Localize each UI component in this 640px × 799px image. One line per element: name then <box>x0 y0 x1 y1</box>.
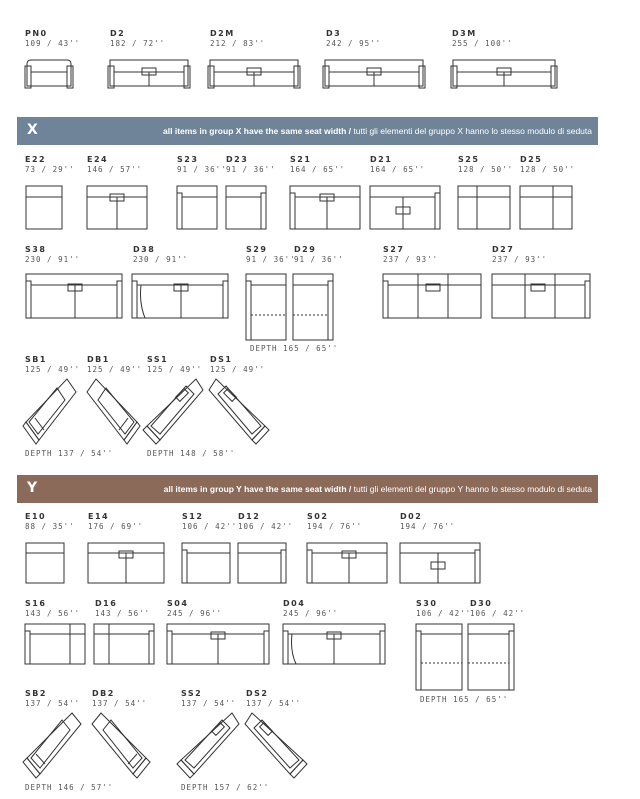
model-dimension: 176 / 69'' <box>88 522 144 531</box>
model-dimension: 137 / 54'' <box>246 699 302 708</box>
sofa-drawing-pn0 <box>25 58 73 90</box>
model-code: DB1 <box>87 355 110 364</box>
model-label-ss2 <box>181 689 236 709</box>
model-label-s27 <box>383 245 438 265</box>
model-label-sb2 <box>25 689 80 709</box>
group-y-banner <box>17 475 598 503</box>
model-code: S04 <box>167 599 189 608</box>
group-y-description-rest: tutti gli elementi del gruppo Y hanno lo stesso modulo di seduta <box>351 484 592 494</box>
model-code: SS2 <box>181 689 203 698</box>
model-code: D12 <box>238 512 261 521</box>
group-y-description <box>164 484 592 494</box>
depth-note: DEPTH 165 / 65'' <box>250 344 339 353</box>
model-dimension: 91 / 36'' <box>177 165 227 174</box>
sofa-drawing-sb2 <box>26 712 82 778</box>
model-code: SB2 <box>25 689 47 698</box>
model-code: S25 <box>458 155 480 164</box>
model-label-s21 <box>290 155 345 175</box>
model-dimension: 109 / 43'' <box>25 39 81 48</box>
model-dimension: 245 / 96'' <box>283 609 339 618</box>
model-label-s25 <box>458 155 513 175</box>
model-dimension: 106 / 42'' <box>470 609 526 618</box>
model-dimension: 125 / 49'' <box>210 365 266 374</box>
model-code: S16 <box>25 599 47 608</box>
model-dimension: 106 / 42'' <box>238 522 294 531</box>
model-code: S30 <box>416 599 438 608</box>
model-dimension: 143 / 56'' <box>95 609 151 618</box>
model-dimension: 73 / 29'' <box>25 165 75 174</box>
model-label-d27 <box>492 245 547 265</box>
model-dimension: 137 / 54'' <box>92 699 148 708</box>
model-label-ds2 <box>246 689 301 709</box>
model-code: D3M <box>452 29 477 38</box>
model-dimension: 106 / 42'' <box>416 609 472 618</box>
model-code: S21 <box>290 155 312 164</box>
model-dimension: 182 / 72'' <box>110 39 166 48</box>
model-dimension: 230 / 91'' <box>133 255 189 264</box>
sofa-drawing-d02 <box>399 542 481 584</box>
model-dimension: 91 / 36'' <box>294 255 344 264</box>
model-label-d29 <box>294 245 344 265</box>
model-label-d2m <box>210 29 265 49</box>
sofa-drawing-d29 <box>292 273 334 341</box>
model-dimension: 125 / 49'' <box>147 365 203 374</box>
sofa-drawing-s16 <box>24 623 86 665</box>
model-code: D38 <box>133 245 156 254</box>
sofa-drawing-d23 <box>225 185 267 230</box>
sofa-drawing-e24 <box>86 185 148 230</box>
model-label-d2 <box>110 29 165 49</box>
model-label-d04 <box>283 599 338 619</box>
model-code: E10 <box>25 512 47 521</box>
sofa-drawing-s12 <box>181 542 231 584</box>
group-y-letter: Y <box>27 480 38 496</box>
model-dimension: 146 / 57'' <box>87 165 143 174</box>
model-label-s12 <box>182 512 237 532</box>
model-code: E22 <box>25 155 47 164</box>
model-dimension: 237 / 93'' <box>492 255 548 264</box>
model-label-e10 <box>25 512 75 532</box>
model-label-d16 <box>95 599 150 619</box>
sofa-drawing-s38 <box>25 273 123 319</box>
model-code: D2M <box>210 29 235 38</box>
model-label-sb1 <box>25 355 80 375</box>
group-x-description <box>163 126 592 136</box>
model-label-d3 <box>326 29 381 49</box>
model-dimension: 194 / 76'' <box>400 522 456 531</box>
model-dimension: 137 / 54'' <box>25 699 81 708</box>
model-dimension: 255 / 100'' <box>452 39 513 48</box>
model-code: S38 <box>25 245 47 254</box>
model-dimension: 106 / 42'' <box>182 522 238 531</box>
sofa-drawing-s23 <box>176 185 218 230</box>
sofa-drawing-s25 <box>457 185 511 230</box>
sofa-drawing-e10 <box>25 542 65 584</box>
model-code: D3 <box>326 29 342 38</box>
model-label-s04 <box>167 599 222 619</box>
model-code: S27 <box>383 245 405 254</box>
sofa-drawing-d21 <box>369 185 441 230</box>
sofa-drawing-ss2 <box>180 712 240 778</box>
model-dimension: 245 / 96'' <box>167 609 223 618</box>
model-dimension: 237 / 93'' <box>383 255 439 264</box>
model-label-d25 <box>520 155 575 175</box>
sofa-drawing-d16 <box>93 623 155 665</box>
sofa-drawing-d2m <box>208 58 300 90</box>
model-dimension: 88 / 35'' <box>25 522 75 531</box>
model-label-ss1 <box>147 355 202 375</box>
model-label-s23 <box>177 155 227 175</box>
model-code: D04 <box>283 599 306 608</box>
model-code: D2 <box>110 29 126 38</box>
model-dimension: 164 / 65'' <box>290 165 346 174</box>
group-x-letter: X <box>27 122 38 138</box>
sofa-drawing-s04 <box>166 623 270 665</box>
sofa-drawing-s30 <box>415 623 463 691</box>
depth-note: DEPTH 157 / 62'' <box>181 783 270 792</box>
model-dimension: 194 / 76'' <box>307 522 363 531</box>
sofa-drawing-d04 <box>282 623 386 665</box>
model-dimension: 143 / 56'' <box>25 609 81 618</box>
model-label-pn0 <box>25 29 80 49</box>
sofa-drawing-d27 <box>491 273 591 319</box>
model-label-e14 <box>88 512 143 532</box>
model-code: DS2 <box>246 689 269 698</box>
model-label-ds1 <box>210 355 265 375</box>
model-dimension: 230 / 91'' <box>25 255 81 264</box>
sofa-drawing-d25 <box>519 185 573 230</box>
model-label-d30 <box>470 599 525 619</box>
depth-note: DEPTH 137 / 54'' <box>25 449 114 458</box>
sofa-drawing-s21 <box>289 185 361 230</box>
sofa-drawing-ds2 <box>244 712 304 778</box>
sofa-drawing-s02 <box>306 542 388 584</box>
sofa-drawing-e22 <box>25 185 63 230</box>
model-code: E24 <box>87 155 109 164</box>
model-dimension: 91 / 36'' <box>226 165 276 174</box>
model-dimension: 125 / 49'' <box>87 365 143 374</box>
sofa-drawing-d30 <box>467 623 515 691</box>
model-code: S02 <box>307 512 329 521</box>
sofa-drawing-ss1 <box>146 378 204 446</box>
sofa-drawing-db1 <box>86 378 138 446</box>
group-x-description-bold: all items in group X have the same seat width / <box>163 126 352 136</box>
model-code: S23 <box>177 155 199 164</box>
model-code: D27 <box>492 245 515 254</box>
group-y-description-bold: all items in group Y have the same seat width / <box>163 484 352 494</box>
model-code: D02 <box>400 512 423 521</box>
model-label-s02 <box>307 512 362 532</box>
model-label-db1 <box>87 355 142 375</box>
model-label-s30 <box>416 599 471 619</box>
model-code: D16 <box>95 599 118 608</box>
depth-note: DEPTH 146 / 57'' <box>25 783 114 792</box>
sofa-drawing-ds1 <box>208 378 266 446</box>
model-code: S12 <box>182 512 204 521</box>
model-label-s16 <box>25 599 80 619</box>
sofa-drawing-d3 <box>323 58 425 90</box>
group-x-description-rest: tutti gli elementi del gruppo X hanno lo stesso modulo di seduta <box>351 126 592 136</box>
model-label-d38 <box>133 245 188 265</box>
model-label-d12 <box>238 512 293 532</box>
model-code: D21 <box>370 155 393 164</box>
model-code: D25 <box>520 155 543 164</box>
model-label-d23 <box>226 155 276 175</box>
model-dimension: 128 / 50'' <box>520 165 576 174</box>
model-label-s29 <box>246 245 296 265</box>
model-dimension: 164 / 65'' <box>370 165 426 174</box>
model-label-e22 <box>25 155 75 175</box>
model-code: SS1 <box>147 355 169 364</box>
model-label-d21 <box>370 155 425 175</box>
model-dimension: 242 / 95'' <box>326 39 382 48</box>
model-label-db2 <box>92 689 147 709</box>
model-label-d3m <box>452 29 513 49</box>
sofa-drawing-d3m <box>451 58 557 90</box>
model-dimension: 128 / 50'' <box>458 165 514 174</box>
depth-note: DEPTH 165 / 65'' <box>420 695 509 704</box>
sofa-drawing-s27 <box>382 273 482 319</box>
model-code: DB2 <box>92 689 115 698</box>
sofa-drawing-db2 <box>91 712 147 778</box>
model-code: DS1 <box>210 355 233 364</box>
model-code: E14 <box>88 512 110 521</box>
model-code: S29 <box>246 245 268 254</box>
sofa-drawing-sb1 <box>25 378 77 446</box>
depth-note: DEPTH 148 / 58'' <box>147 449 236 458</box>
model-label-d02 <box>400 512 455 532</box>
model-dimension: 137 / 54'' <box>181 699 237 708</box>
model-code: D30 <box>470 599 493 608</box>
model-dimension: 212 / 83'' <box>210 39 266 48</box>
group-x-banner <box>17 117 598 145</box>
sofa-drawing-e14 <box>87 542 165 584</box>
model-code: D23 <box>226 155 249 164</box>
model-dimension: 91 / 36'' <box>246 255 296 264</box>
sofa-drawing-s29 <box>245 273 287 341</box>
model-dimension: 125 / 49'' <box>25 365 81 374</box>
sofa-drawing-d2 <box>108 58 190 90</box>
model-label-e24 <box>87 155 142 175</box>
sofa-drawing-d12 <box>237 542 287 584</box>
model-code: D29 <box>294 245 317 254</box>
model-label-s38 <box>25 245 80 265</box>
model-code: PN0 <box>25 29 48 38</box>
sofa-drawing-d38 <box>131 273 229 319</box>
model-code: SB1 <box>25 355 47 364</box>
